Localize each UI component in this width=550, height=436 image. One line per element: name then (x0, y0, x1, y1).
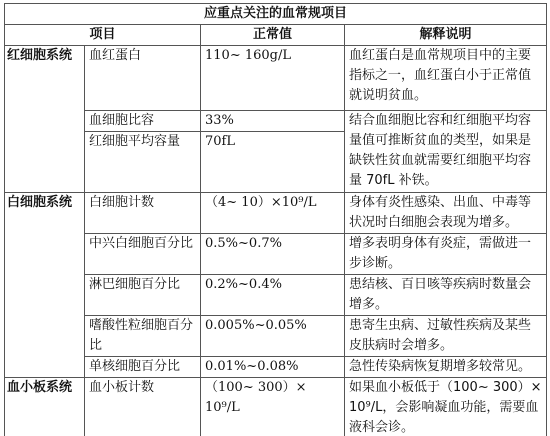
normal-value: 0.5%~0.7% (201, 234, 345, 275)
item-name: 血小板计数 (85, 378, 201, 436)
normal-value: （100~ 300）× 10⁹/L (201, 378, 345, 436)
item-name: 中兴白细胞百分比 (85, 234, 201, 275)
explanation: 身体有炎性感染、出血、中毒等状况时白细胞会表现为增多。 (345, 193, 547, 234)
normal-value: 0.005%~0.05% (201, 316, 345, 357)
item-name: 单核细胞百分比 (85, 357, 201, 378)
explanation: 患结核、百日咳等疾病时数量会增多。 (345, 275, 547, 316)
group-label-rbc: 红细胞系统 (5, 46, 85, 193)
item-name: 淋巴细胞百分比 (85, 275, 201, 316)
header-normal-value: 正常值 (201, 25, 345, 46)
normal-value: 0.01%~0.08% (201, 357, 345, 378)
normal-value: 110~ 160g/L (201, 46, 345, 111)
normal-value: （4~ 10）×10⁹/L (201, 193, 345, 234)
item-name: 嗜酸性粒细胞百分比 (85, 316, 201, 357)
header-explanation: 解释说明 (345, 25, 547, 46)
explanation: 如果血小板低于（100~ 300）×10⁹/L，会影响凝血功能，需要血液科会诊。 (345, 378, 547, 436)
header-item: 项目 (5, 25, 201, 46)
group-label-plt: 血小板系统 (5, 378, 85, 436)
blood-routine-table (4, 3, 547, 436)
explanation: 结合血细胞比容和红细胞平均容量值可推断贫血的类型，如果是缺铁性贫血就需要红细胞平均容量 70fL 补铁。 (345, 111, 547, 193)
item-name: 白细胞计数 (85, 193, 201, 234)
group-label-wbc: 白细胞系统 (5, 193, 85, 378)
normal-value: 0.2%~0.4% (201, 275, 345, 316)
explanation: 血红蛋白是血常规项目中的主要指标之一，血红蛋白小于正常值就说明贫血。 (345, 46, 547, 111)
explanation: 增多表明身体有炎症，需做进一步诊断。 (345, 234, 547, 275)
normal-value: 70fL (201, 132, 345, 193)
item-name: 血红蛋白 (85, 46, 201, 111)
normal-value: 33% (201, 111, 345, 132)
item-name: 血细胞比容 (85, 111, 201, 132)
explanation: 急性传染病恢复期增多较常见。 (345, 357, 547, 378)
explanation: 患寄生虫病、过敏性疾病及某些皮肤病时会增多。 (345, 316, 547, 357)
table-title: 应重点关注的血常规项目 (5, 4, 547, 25)
item-name: 红细胞平均容量 (85, 132, 201, 193)
